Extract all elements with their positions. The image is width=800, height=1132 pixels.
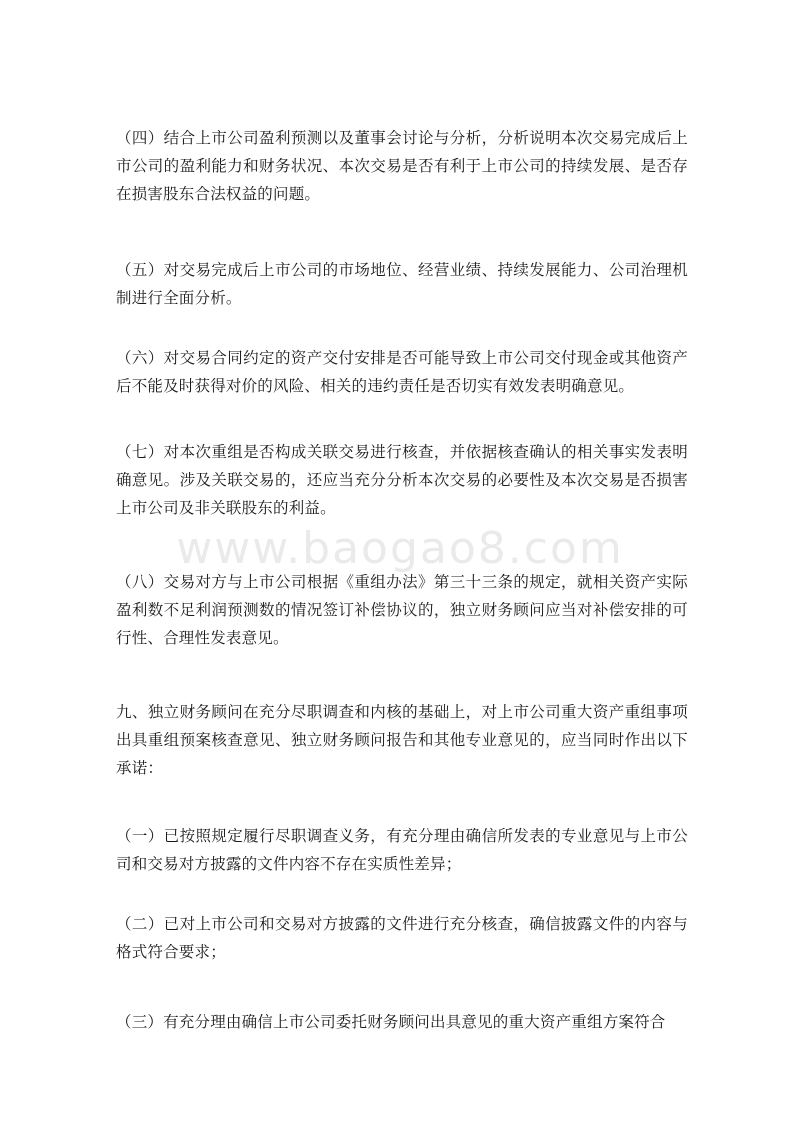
paragraph-8-compensation-agreement: （八）交易对方与上市公司根据《重组办法》第三十三条的规定，就相关资产实际盈利数不足利润预测数的情况签订补偿协议的，独立财务顾问应当对补偿安排的可行性、合理性发表意见。 (116, 573, 688, 647)
commitment-3-restructuring-plan: （三）有充分理由确信上市公司委托财务顾问出具意见的重大资产重组方案符合 (116, 1013, 666, 1031)
paragraph-6-asset-delivery-arrangement: （六）对交易合同约定的资产交付安排是否可能导致上市公司交付现金或其他资产后不能及时获得对价的风险、相关的违约责任是否切实有效发表明确意见。 (116, 349, 688, 395)
commitment-2-document-verification: （二）已对上市公司和交易对方披露的文件进行充分核查，确信披露文件的内容与格式符合要求； (116, 915, 688, 961)
paragraph-4-profitability-analysis: （四）结合上市公司盈利预测以及董事会讨论与分析，分析说明本次交易完成后上市公司的盈利能力和财务状况、本次交易是否有利于上市公司的持续发展、是否存在损害股东合法权益的问题。 (116, 129, 688, 203)
paragraph-5-market-position-analysis: （五）对交易完成后上市公司的市场地位、经营业绩、持续发展能力、公司治理机制进行全面分析。 (116, 261, 688, 307)
website-watermark: www.baogao8.com (176, 523, 624, 574)
commitment-1-due-diligence: （一）已按照规定履行尽职调查义务，有充分理由确信所发表的专业意见与上市公司和交易对方披露的文件内容不存在实质性差异； (116, 827, 688, 873)
section-9-advisor-commitments: 九、独立财务顾问在充分尽职调查和内核的基础上，对上市公司重大资产重组事项出具重组预案核查意见、独立财务顾问报告和其他专业意见的，应当同时作出以下承诺： (116, 703, 688, 777)
paragraph-7-related-party-transaction: （七）对本次重组是否构成关联交易进行核查，并依据核查确认的相关事实发表明确意见。涉及关联交易的，还应当充分分析本次交易的必要性及本次交易是否损害上市公司及非关联股东的利益。 (116, 443, 688, 517)
